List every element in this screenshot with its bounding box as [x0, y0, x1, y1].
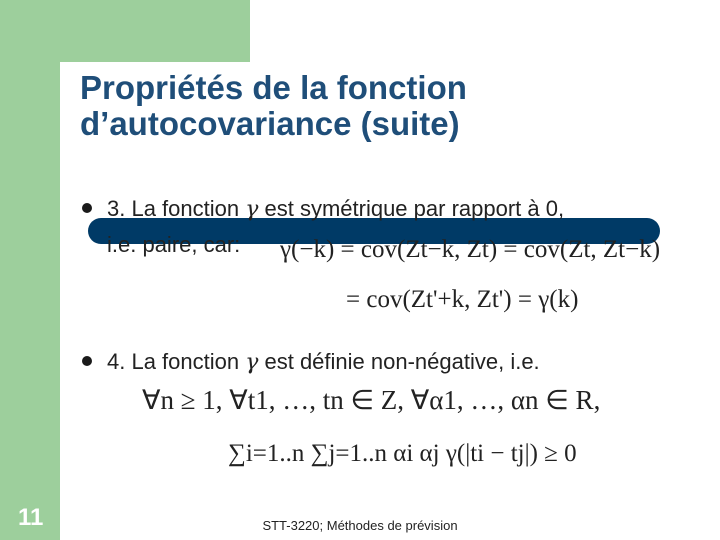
slide-title-line2: d’autocovariance (suite): [80, 105, 460, 142]
nonneg-formula-line1-text: ∀n ≥ 1, ∀t1, …, tn ∈ Z, ∀α1, …, αn ∈ R,: [142, 385, 601, 415]
gamma-symbol: γ: [245, 350, 259, 375]
bullet-3-post: est symétrique par rapport à 0,: [258, 196, 565, 221]
bullet-3-line2: i.e. paire, car:: [107, 232, 241, 257]
slide-number: 11: [18, 504, 44, 531]
bullet-4-text: [107, 349, 540, 376]
bullet-dot: [82, 203, 92, 213]
top-accent-block: [0, 0, 250, 62]
nonneg-formula-line2: [228, 440, 577, 468]
left-accent-strip: [0, 0, 60, 540]
gamma-symbol: γ: [245, 197, 259, 222]
bullet-4-post: est définie non-négative, i.e.: [258, 349, 540, 374]
symmetry-formula-line2-text: = cov(Zt'+k, Zt') = γ(k): [346, 286, 579, 313]
bullet-3-pre: 3. La fonction: [107, 196, 246, 221]
symmetry-formula-line1-text: γ(−k) = cov(Zt−k, Zt) = cov(Zt, Zt−k): [280, 236, 661, 263]
symmetry-formula-line1: [280, 236, 660, 264]
nonneg-formula-line2-text: ∑i=1..n ∑j=1..n αi αj γ(|ti − tj|) ≥ 0: [228, 440, 577, 467]
slide-title: [80, 70, 680, 142]
slide-footer: STT-3220; Méthodes de prévision: [262, 518, 458, 533]
symmetry-formula-line2: [346, 286, 578, 314]
bullet-dot: [82, 356, 92, 366]
bullet-4-pre: 4. La fonction: [107, 349, 246, 374]
bullet-3-text: [107, 196, 564, 223]
slide-title-line1: Propriétés de la fonction: [80, 69, 467, 106]
nonneg-formula-line1: [142, 385, 600, 416]
